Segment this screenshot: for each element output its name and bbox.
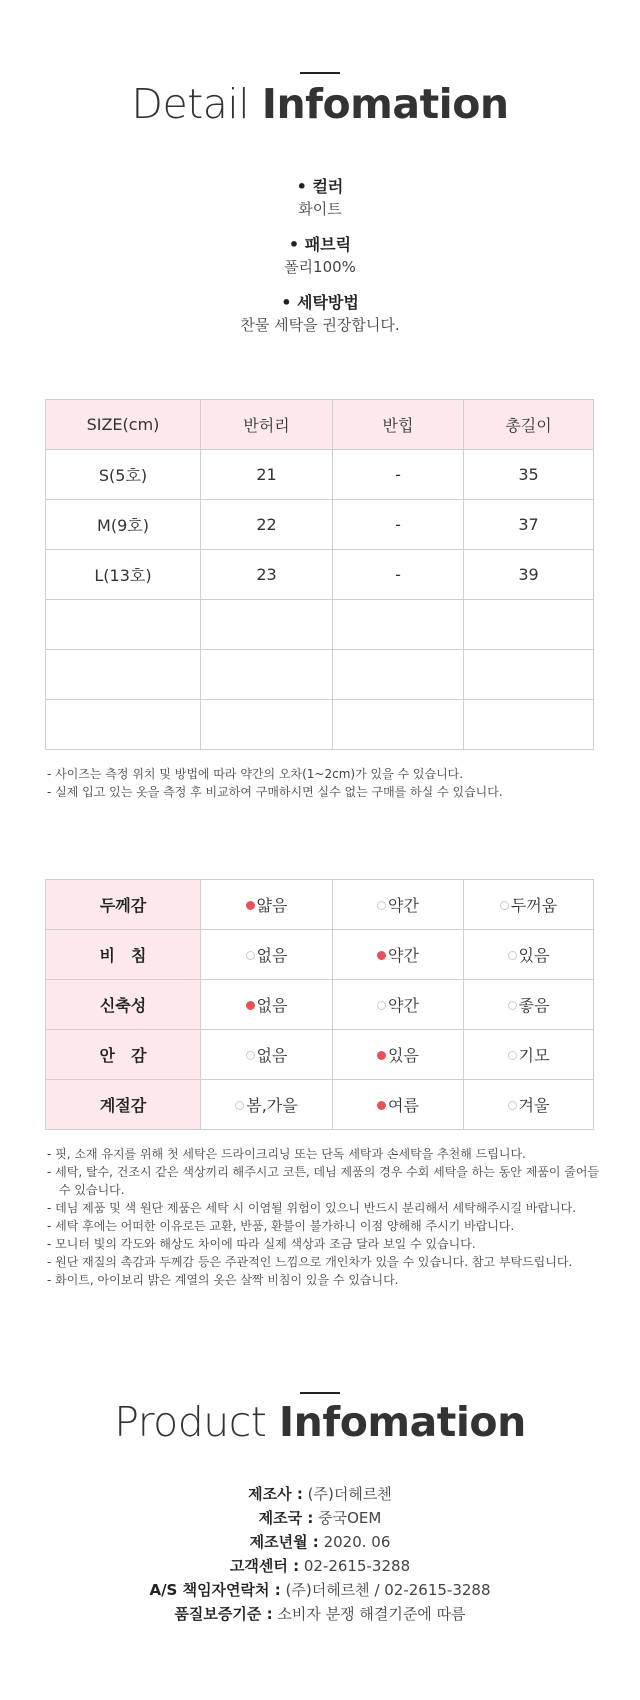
feel-option — [464, 980, 594, 1030]
size-cell: - — [333, 450, 464, 500]
product-info-item — [0, 1482, 640, 1506]
size-cell — [201, 600, 333, 650]
product-info-key: 제조국 : — [258, 1509, 314, 1527]
size-cell — [464, 700, 594, 750]
feel-option — [464, 930, 594, 980]
detail-title — [0, 80, 640, 128]
feel-option-label: 약간 — [388, 896, 419, 915]
product-info-item — [0, 1578, 640, 1602]
feel-option-label: 있음 — [388, 1046, 419, 1065]
product-info-value: 중국OEM — [313, 1509, 382, 1527]
product-info-key: 제조사 : — [248, 1485, 303, 1503]
table-row — [46, 600, 594, 650]
radio-dot-icon — [500, 901, 509, 910]
feel-category: 두께감 — [46, 880, 201, 930]
radio-dot-icon — [377, 1101, 386, 1110]
size-cell: - — [333, 500, 464, 550]
size-cell: 37 — [464, 500, 594, 550]
feel-option — [201, 980, 333, 1030]
product-info-item — [0, 1530, 640, 1554]
product-info-key: 품질보증기준 : — [174, 1605, 273, 1623]
feel-category: 안 감 — [46, 1030, 201, 1080]
product-info-value: (주)더헤르첸 / 02-2615-3288 — [280, 1581, 491, 1599]
feel-option — [201, 930, 333, 980]
size-note: - 실제 입고 있는 옷을 측정 후 비교하여 구매하시면 실수 없는 구매를 하실 수 있습니다. — [47, 785, 503, 799]
feel-option — [201, 1030, 333, 1080]
size-cell — [201, 650, 333, 700]
feel-category: 계절감 — [46, 1080, 201, 1130]
feel-option-label: 약간 — [388, 946, 419, 965]
table-row — [46, 1030, 594, 1080]
table-row — [46, 500, 594, 550]
size-header-cell: 반힙 — [333, 400, 464, 450]
feel-option — [464, 1030, 594, 1080]
size-cell: L(13호) — [46, 550, 201, 600]
size-cell: 23 — [201, 550, 333, 600]
size-cell — [333, 700, 464, 750]
feel-option — [464, 880, 594, 930]
care-note: - 모니터 빛의 각도와 해상도 차이에 따라 실제 색상과 조금 달라 보일 수 있습니다. — [47, 1237, 476, 1251]
radio-dot-icon — [377, 1001, 386, 1010]
size-cell: - — [333, 550, 464, 600]
product-info-value: 소비자 분쟁 해결기준에 따름 — [272, 1605, 466, 1623]
size-cell: 39 — [464, 550, 594, 600]
feel-option — [333, 930, 464, 980]
table-row — [46, 650, 594, 700]
detail-title-bold: Infomation — [261, 80, 509, 128]
care-note: - 데님 제품 및 색 원단 제품은 세탁 시 이염될 위험이 있으니 반드시 분리해서 세탁해주시길 바랍니다. — [47, 1201, 577, 1215]
table-row — [46, 450, 594, 500]
size-cell — [46, 600, 201, 650]
care-note: - 세탁, 탈수, 건조시 같은 색상끼리 해주시고 코튼, 데님 제품의 경우 수회 세탁을 하는 동안 제품이 줄어들 수 있습니다. — [47, 1165, 600, 1197]
product-info-list — [0, 1482, 640, 1626]
feel-option-label: 약간 — [388, 996, 419, 1015]
attribute-fabric — [0, 234, 640, 278]
product-info-item — [0, 1602, 640, 1626]
radio-dot-icon — [377, 951, 386, 960]
feel-option — [333, 1030, 464, 1080]
care-note: - 세탁 후에는 어떠한 이유로든 교환, 반품, 환불이 불가하니 이점 양해해 주시기 바랍니다. — [47, 1219, 515, 1233]
table-row — [46, 1080, 594, 1130]
radio-dot-icon — [246, 1001, 255, 1010]
care-note: - 원단 재질의 촉감과 두께감 등은 주관적인 느낌으로 개인차가 있을 수 있습니다. 참고 부탁드립니다. — [47, 1255, 573, 1269]
feel-category: 신축성 — [46, 980, 201, 1030]
size-table-header — [46, 400, 594, 450]
size-cell: S(5호) — [46, 450, 201, 500]
detail-title-light: Detail — [131, 80, 250, 128]
radio-dot-icon — [246, 901, 255, 910]
size-header-cell: 반허리 — [201, 400, 333, 450]
size-cell — [464, 650, 594, 700]
size-cell — [464, 600, 594, 650]
radio-dot-icon — [246, 951, 255, 960]
table-row — [46, 880, 594, 930]
attribute-color — [0, 176, 640, 220]
product-info-key: 고객센터 : — [229, 1557, 300, 1575]
attribute-label: • 컬러 — [296, 177, 344, 196]
size-header-cell: SIZE(cm) — [46, 400, 201, 450]
feel-option-label: 기모 — [518, 1046, 550, 1065]
feel-option — [333, 880, 464, 930]
feel-category: 비 침 — [46, 930, 201, 980]
size-notes — [47, 765, 607, 801]
attribute-label: • 패브릭 — [288, 235, 352, 254]
feel-option — [333, 1080, 464, 1130]
table-row — [46, 550, 594, 600]
product-title — [0, 1398, 640, 1446]
size-cell: 22 — [201, 500, 333, 550]
size-note: - 사이즈는 측정 위치 및 방법에 따라 약간의 오차(1~2cm)가 있을 수 있습니다. — [47, 767, 464, 781]
product-info-key: A/S 책임자연락처 : — [149, 1581, 281, 1599]
fabric-feel-table — [45, 879, 594, 1130]
size-cell: M(9호) — [46, 500, 201, 550]
size-table — [45, 399, 594, 750]
radio-dot-icon — [377, 1051, 386, 1060]
size-cell — [333, 650, 464, 700]
table-row — [46, 930, 594, 980]
radio-dot-icon — [508, 1001, 517, 1010]
feel-option-label: 두꺼움 — [510, 896, 558, 915]
radio-dot-icon — [508, 951, 517, 960]
size-header-cell: 총길이 — [464, 400, 594, 450]
feel-option-label: 없음 — [256, 996, 288, 1015]
care-note: - 핏, 소재 유지를 위해 첫 세탁은 드라이크리닝 또는 단독 세탁과 손세탁을 추천해 드립니다. — [47, 1147, 526, 1161]
product-title-light: Product — [114, 1398, 267, 1446]
product-info-item — [0, 1506, 640, 1530]
radio-dot-icon — [377, 901, 386, 910]
product-title-bar — [300, 1392, 340, 1394]
feel-option — [333, 980, 464, 1030]
product-info-value: 2020. 06 — [318, 1533, 391, 1551]
product-title-bold: Infomation — [278, 1398, 526, 1446]
table-row — [46, 700, 594, 750]
radio-dot-icon — [508, 1101, 517, 1110]
size-cell — [46, 650, 201, 700]
attribute-value: 폴리100% — [284, 258, 356, 276]
feel-option-label: 없음 — [256, 1046, 288, 1065]
feel-option — [464, 1080, 594, 1130]
product-info-item — [0, 1554, 640, 1578]
radio-dot-icon — [508, 1051, 517, 1060]
feel-option-label: 얇음 — [256, 896, 288, 915]
radio-dot-icon — [235, 1101, 244, 1110]
product-info-value: (주)더헤르첸 — [302, 1485, 392, 1503]
radio-dot-icon — [246, 1051, 255, 1060]
attribute-value: 찬물 세탁을 권장합니다. — [240, 316, 400, 334]
feel-option-label: 좋음 — [518, 996, 550, 1015]
care-notes — [47, 1145, 607, 1289]
care-note: - 화이트, 아이보리 밝은 계열의 옷은 살짝 비침이 있을 수 있습니다. — [47, 1273, 399, 1287]
product-info-value: 02-2615-3288 — [299, 1557, 411, 1575]
size-cell — [46, 700, 201, 750]
feel-option-label: 봄,가을 — [246, 1096, 298, 1115]
size-cell: 21 — [201, 450, 333, 500]
detail-title-bar — [300, 72, 340, 74]
feel-option-label: 있음 — [518, 946, 550, 965]
feel-option-label: 여름 — [388, 1096, 419, 1115]
size-cell: 35 — [464, 450, 594, 500]
table-row — [46, 980, 594, 1030]
feel-option — [201, 1080, 333, 1130]
feel-option-label: 없음 — [256, 946, 288, 965]
feel-option — [201, 880, 333, 930]
size-cell — [333, 600, 464, 650]
feel-option-label: 겨울 — [518, 1096, 550, 1115]
size-cell — [201, 700, 333, 750]
product-info-key: 제조년월 : — [249, 1533, 319, 1551]
attribute-washing — [0, 292, 640, 336]
attribute-label: • 세탁방법 — [281, 293, 359, 312]
attribute-value: 화이트 — [298, 200, 342, 218]
